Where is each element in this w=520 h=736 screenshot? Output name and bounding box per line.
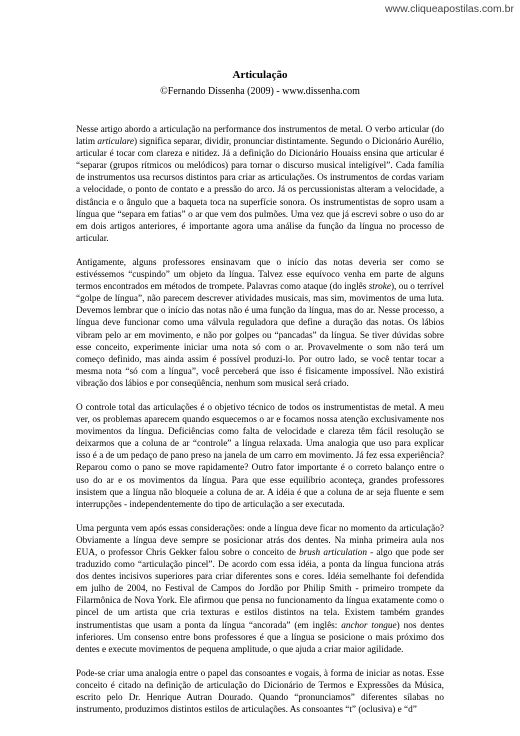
italic-term: stroke bbox=[368, 282, 391, 293]
italic-term: brush articulation bbox=[299, 548, 368, 558]
paragraph-4 bbox=[76, 523, 444, 656]
paragraph-1 bbox=[76, 124, 444, 245]
text-run: Pode-se criar uma analogia entre o papel das consoantes e vogais, à forma de iniciar as notas. Esse conceito é citado na definição de articulação do Dicionário de Termos e Expressões da Música, escrito pelo Dr. Henrique Autran Dourado. Quando “pronunciamos” diferentes sílabas no instrumento, produzimos distintos estilos de articulações. As consoantes “t” (oclusiva) e “d” bbox=[76, 668, 444, 716]
text-run: Nesse artigo abordo a articulação na performance dos instrumentos de metal. O verbo articular (do latim bbox=[76, 125, 444, 148]
text-run: Antigamente, alguns professores ensinavam que o início das notas deveria ser como se estivéssemos “cuspindo” um objeto da língua. Talvez esse equívoco venha em parte de alguns termos encontrados em métodos de trompete. Palavras como ataque (do inglês bbox=[76, 257, 444, 293]
italic-term: articulare bbox=[97, 137, 134, 148]
text-run: ) nos dentes inferiores. Um consenso entre bons professores é que a língua se posicione o mais próximo dos dentes e execute movimentos de pequena amplitude, o que ajuda a criar maior agilidade. bbox=[76, 620, 444, 655]
site-url[interactable]: www.cliqueapostilas.com.br bbox=[385, 3, 514, 15]
article-body bbox=[76, 124, 444, 728]
paragraph-3 bbox=[76, 402, 444, 511]
text-run: O controle total das articulações é o objetivo técnico de todos os instrumentistas de metal. A meu ver, os problemas aparecem quando esquecemos o ar e focamos nossa atenção exclusivamente nos movimentos da língua. Deficiências como falta de velocidade e clareza têm fácil resolução se deixarmos que a coluna de ar “controle” a língua relaxada. Uma analogia que uso para explicar isso é a de um pedaço de pano preso na janela de um carro em movimento. Já fez essa experiência? Reparou como o pano se move rapidamente? Outro fator importante é o correto balanço entre o uso do ar e os movimentos da língua. Para que esse equilíbrio aconteça, grandes professores insistem que a língua não bloqueie a coluna de ar. A idéia é que a coluna de ar seja fluente e sem interrupções - independentemente do tipo de articulação a ser executada. bbox=[76, 402, 444, 510]
paragraph-2 bbox=[76, 257, 444, 390]
text-run: - algo que pode ser traduzido como “articulação pincel”. De acordo com essa idéia, a ponta da língua funciona atrás dos dentes incisivos superiores para criar diferentes sons e cores. Idéia semelhante foi defendida em julho de 2004, no Festival de Campos do Jordão por Philip Smith - primeiro trompete da Filarmônica de Nova York. Ele afirmou que pensa no funcionamento da língua exatamente como o pincel de um artista que cria texturas e estilos distintos na tela. Existem também grandes instrumentistas que usam a ponta da língua “ancorada” (em inglês: bbox=[76, 548, 444, 631]
italic-term: anchor tongue bbox=[341, 620, 397, 631]
paragraph-5 bbox=[76, 668, 444, 716]
text-run: ), ou o terrível “golpe de língua”, não parecem descrever atividades musicais, mas sim, movimentos de uma luta. Devemos lembrar que o início das notas não é uma função da língua, mas do ar. Nesse processo, a língua deve funcionar como uma válvula reguladora que define a duração das notas. Os lábios vibram pelo ar em movimento, e não por golpes ou “pancadas” da língua. Se tiver dúvidas sobre esse conceito, experimente iniciar uma nota só com o ar. Provavelmente o som não terá um começo definido, mas ainda assim é possível produzi-lo. Por outro lado, se você tentar tocar a mesma nota “só com a língua”, você perceberá que isso é fisicamente impossível. Não existirá vibração dos lábios e por conseqüência, nenhum som musical será criado. bbox=[76, 282, 444, 389]
article-byline: ©Fernando Dissenha (2009) - www.dissenha.com bbox=[160, 86, 360, 97]
article-title: Articulação bbox=[232, 69, 288, 81]
text-run: ) significa separar, dividir, pronunciar distintamente. Segundo o Dicionário Aurélio, articular é tocar com clareza e nitidez. Já a definição do Dicionário Houaiss ensina que articular é “separar (grupos rítmicos ou melódicos) para tornar o discurso musical inteligível”. Cada família de instrumentos usa recursos distintos para criar as articulações. Os instrumentos de cordas variam a velocidade, o ponto de contato e a pressão do arco. Já os percussionistas alteram a velocidade, a distância e o ângulo que a baqueta toca na superfície sonora. Os instrumentistas de sopro usam a língua que “separa em fatias” o ar que vem dos pulmões. Uma vez que já escrevi sobre o uso do ar em dois artigos anteriores, é importante agora uma análise da função da língua no processo de articular. bbox=[76, 137, 444, 244]
text-run: Uma pergunta vem após essas considerações: onde a língua deve ficar no momento da articulação? Obviamente a língua deve sempre se posicionar atrás dos dentes. Na minha primeira aula nos EUA, o professor Chris Gekker falou sobre o conceito de bbox=[76, 523, 444, 558]
